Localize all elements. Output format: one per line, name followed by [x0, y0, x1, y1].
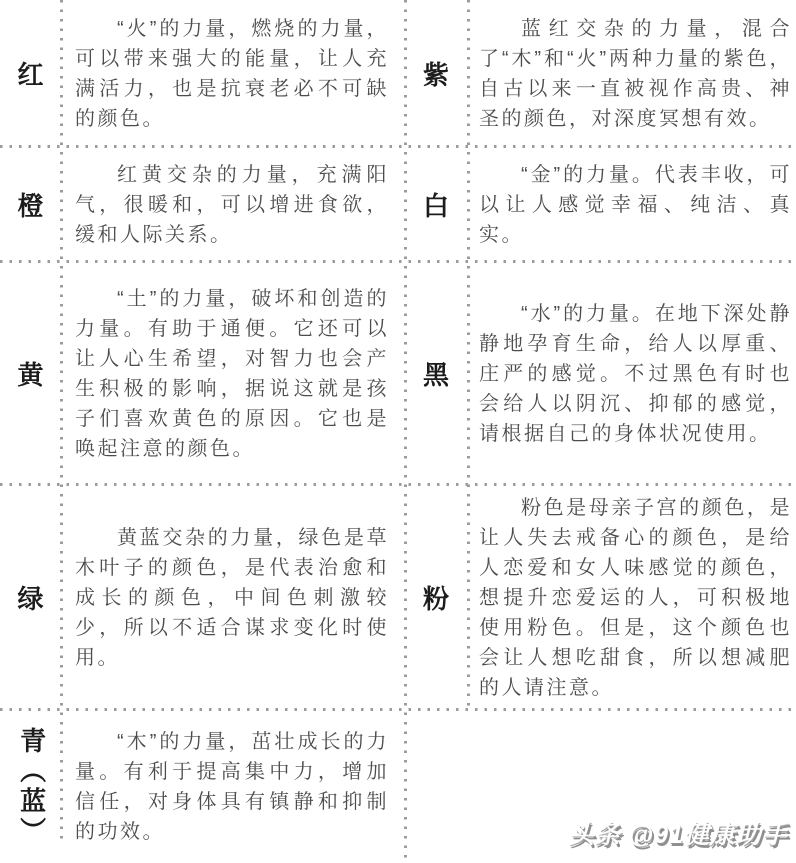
- color-description-black: “水”的力量。在地下深处静静地孕育生命，给人以厚重、庄严的感觉。不过黑色有时也会给人以阴沉、抑郁的感觉，请根据自己的身体状况使用。: [479, 302, 792, 445]
- text-cell-red: [62, 0, 405, 147]
- color-label-orange: 橙: [17, 191, 45, 221]
- color-description-yellow: “土”的力量，破坏和创造的力量。有助于通便。它还可以让人心生希望，对智力也会产生积极的影响，据说这就是孩子们喜欢黄色的原因。它也是唤起注意的颜色。: [75, 287, 389, 460]
- toutiao-watermark: 头条 @91健康助手: [568, 821, 788, 849]
- color-description-purple: 蓝红交杂的力量，混合了“木”和“火”两种力量的紫色，自古以来一直被视作高贵、神圣的颜色，对深度冥想有效。: [479, 17, 792, 130]
- label-cell-orange: [0, 147, 62, 262]
- dotted-row-divider-4: [0, 708, 796, 711]
- label-cell-red: [0, 0, 62, 147]
- text-cell-black: [468, 262, 796, 485]
- dotted-divider-columns: [404, 0, 407, 863]
- text-cell-yellow: [62, 262, 405, 485]
- dotted-divider-right-labels: [467, 0, 470, 710]
- color-label-purple: 紫: [422, 60, 450, 90]
- label-cell-green: [0, 485, 62, 710]
- label-cell-purple: [405, 0, 468, 147]
- text-cell-white: [468, 147, 796, 262]
- color-description-pink: 粉色是母亲子宫的颜色，是让人失去戒备心的颜色，是给人恋爱和女人味感觉的颜色，想提升恋爱运的人，可积极地使用粉色。但是，这个颜色也会让人想吃甜食，所以想减肥的人请注意。: [479, 496, 792, 699]
- label-cell-cyan-blue: [0, 710, 62, 863]
- label-cell-pink: [405, 485, 468, 710]
- color-label-white: 白: [422, 191, 450, 221]
- text-cell-cyan-blue: [62, 710, 405, 863]
- dotted-row-divider-3: [0, 483, 796, 486]
- text-cell-green: [62, 485, 405, 710]
- dotted-divider-left-labels: [60, 0, 63, 843]
- label-cell-white: [405, 147, 468, 262]
- color-label-red: 红: [17, 60, 45, 90]
- color-description-red: “火”的力量，燃烧的力量，可以带来强大的能量，让人充满活力，也是抗衰老必不可缺的颜色。: [75, 17, 389, 130]
- color-label-green: 绿: [17, 584, 45, 614]
- empty-cell: [405, 710, 468, 863]
- color-description-cyan-blue: “木”的力量，茁壮成长的力量。有利于提高集中力，增加信任，对身体具有镇静和抑制的功效。: [75, 730, 389, 843]
- color-label-cyan-blue: 青（蓝）: [16, 726, 47, 847]
- text-cell-orange: [62, 147, 405, 262]
- color-description-white: “金”的力量。代表丰收，可以让人感觉幸福、纯洁、真实。: [479, 163, 792, 246]
- text-cell-purple: [468, 0, 796, 147]
- text-cell-pink: [468, 485, 796, 710]
- color-description-green: 黄蓝交杂的力量，绿色是草木叶子的颜色，是代表治愈和成长的颜色，中间色刺激较少，所以不适合谋求变化时使用。: [75, 526, 389, 669]
- label-cell-yellow: [0, 262, 62, 485]
- color-description-orange: 红黄交杂的力量，充满阳气，很暖和，可以增进食欲，缓和人际关系。: [75, 163, 389, 246]
- color-label-black: 黑: [422, 360, 450, 390]
- color-label-pink: 粉: [422, 584, 450, 614]
- label-cell-black: [405, 262, 468, 485]
- color-label-yellow: 黄: [17, 360, 45, 390]
- dotted-row-divider-2: [0, 260, 796, 263]
- dotted-row-divider-1: [0, 145, 796, 148]
